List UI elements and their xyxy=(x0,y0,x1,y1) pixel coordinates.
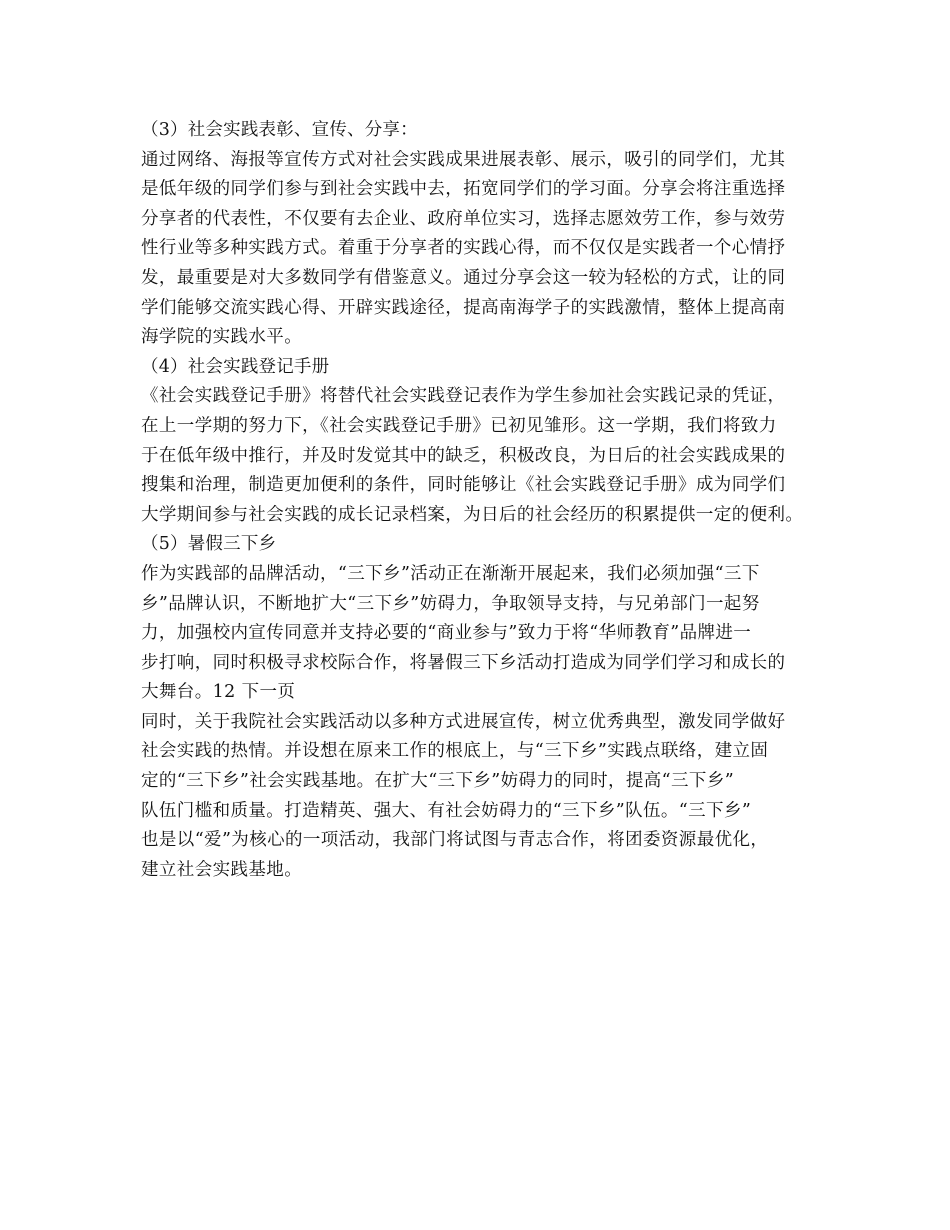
paragraph-line: 性行业等多种实践方式。着重于分享者的实践心得，而不仅仅是实践者一个心情抒 xyxy=(141,238,786,259)
paragraph-line: 分享者的代表性，不仅要有去企业、政府单位实习，选择志愿效劳工作，参与效劳 xyxy=(141,208,786,229)
paragraph-line: 乡”品牌认识，不断地扩大“三下乡”妨碍力，争取领导支持，与兄弟部门一起努 xyxy=(141,593,760,614)
paragraph-line: 力，加强校内宣传同意并支持必要的“商业参与”致力于将“华师教育”品牌进一 xyxy=(141,623,752,644)
paragraph-line: 通过网络、海报等宣传方式对社会实践成果进展表彰、展示，吸引的同学们，尤其 xyxy=(141,149,786,170)
paragraph-line: 建立社会实践基地。 xyxy=(141,859,303,880)
paragraph-line: 发，最重要是对大多数同学有借鉴意义。通过分享会这一较为轻松的方式，让的同 xyxy=(141,267,786,288)
paragraph-line: 社会实践的热情。并设想在原来工作的根底上，与“三下乡”实践点联络，建立固 xyxy=(141,741,769,762)
paragraph-line: 也是以“爱”为核心的一项活动，我部门将试图与青志合作，将团委资源最优化， xyxy=(141,830,769,851)
paragraph-line: 定的“三下乡”社会实践基地。在扩大“三下乡”妨碍力的同时，提高“三下乡” xyxy=(141,771,735,792)
document-page xyxy=(141,116,831,885)
section-practice-handbook xyxy=(141,353,831,531)
paragraph-line: 同时，关于我院社会实践活动以多种方式进展宣传，树立优秀典型，激发同学做好 xyxy=(141,711,786,732)
section-heading: （5）暑假三下乡 xyxy=(141,534,277,555)
paragraph-line: 《社会实践登记手册》将替代社会实践登记表作为学生参加社会实践记录的凭证， xyxy=(141,386,786,407)
paragraph-line: 大学期间参与社会实践的成长记录档案，为日后的社会经历的积累提供一定的便利。 xyxy=(141,504,804,525)
paragraph-line: 在上一学期的努力下，《社会实践登记手册》已初见雏形。这一学期，我们将致力 xyxy=(141,415,777,436)
section-heading: （4）社会实践登记手册 xyxy=(141,356,330,377)
section-social-practice-recognition xyxy=(141,116,831,353)
section-summer-three-rural xyxy=(141,530,831,885)
paragraph-line: 队伍门槛和质量。打造精英、强大、有社会妨碍力的“三下乡”队伍。“三下乡” xyxy=(141,800,752,821)
paragraph-line: 学们能够交流实践心得、开辟实践途径，提高南海学子的实践激情，整体上提高南 xyxy=(141,297,786,318)
paragraph-line: 步打响，同时积极寻求校际合作，将暑假三下乡活动打造成为同学们学习和成长的 xyxy=(141,652,786,673)
paragraph-line: 海学院的实践水平。 xyxy=(141,327,303,348)
paragraph-line: 于在低年级中推行，并及时发觉其中的缺乏，积极改良，为日后的社会实践成果的 xyxy=(141,445,786,466)
paragraph-line: 大舞台。12 下一页 xyxy=(141,682,296,703)
paragraph-line: 是低年级的同学们参与到社会实践中去，拓宽同学们的学习面。分享会将注重选择 xyxy=(141,179,786,200)
section-heading: （3）社会实践表彰、宣传、分享： xyxy=(141,120,418,140)
paragraph-line: 搜集和治理，制造更加便利的条件，同时能够让《社会实践登记手册》成为同学们 xyxy=(141,475,786,496)
paragraph-line: 作为实践部的品牌活动，“三下乡”活动正在渐渐开展起来，我们必须加强“三下 xyxy=(141,563,760,584)
